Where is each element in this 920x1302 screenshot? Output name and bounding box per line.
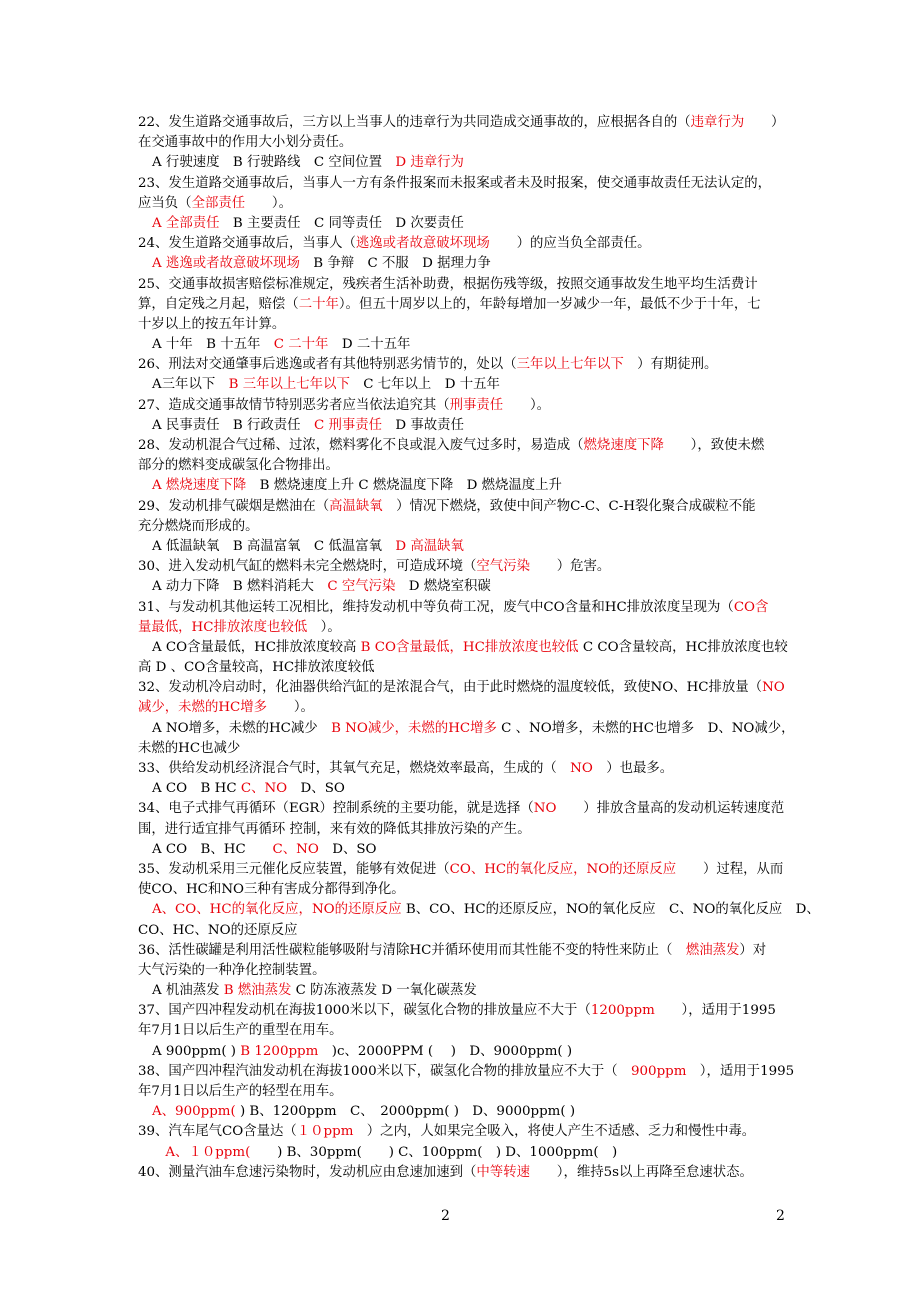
answer-text: 违章行为 xyxy=(690,115,745,130)
question-text: ) B、30ppm( ) C、100ppm( ) D、1000ppm( ) xyxy=(250,1144,618,1160)
text-line xyxy=(138,375,788,395)
question-text: 围，进行适宜排气再循环 控制，来有效的降低其排放污染的产生。 xyxy=(138,821,531,837)
question-text: 37、国产四冲程发动机在海拔1000米以下，碳氢化合物的排放量应不大于（ xyxy=(138,1003,591,1019)
text-line xyxy=(138,436,788,456)
text-line xyxy=(138,1163,788,1183)
question-text: 24、发生道路交通事故后，当事人（ xyxy=(138,236,356,252)
text-line xyxy=(138,900,820,920)
answer-text: 减少，未燃的HC增多 xyxy=(138,700,268,716)
answer-text: 900ppm xyxy=(631,1063,687,1079)
answer-text: B 三年以上七年以下 xyxy=(228,377,350,393)
question-text: A 民事责任 B 行政责任 xyxy=(152,417,314,433)
answer-text: 燃烧速度下降 xyxy=(583,438,664,453)
question-text: C 七年以上 D 十五年 xyxy=(349,377,500,393)
text-line xyxy=(138,194,788,214)
question-text: A 十年 B 十五年 xyxy=(152,337,274,353)
text-line xyxy=(138,577,788,597)
text-line xyxy=(138,941,788,961)
question-text: 年7月1日以后生产的重型在用车。 xyxy=(138,1023,343,1039)
text-line xyxy=(138,1062,795,1082)
text-line xyxy=(138,1001,788,1021)
question-text: ）危害。 xyxy=(529,559,611,575)
answer-text: NO xyxy=(533,801,557,817)
text-line xyxy=(138,315,788,335)
question-text: 部分的燃料变成碳氢化合物排出。 xyxy=(138,458,339,474)
answer-text: D 高温缺氧 xyxy=(395,538,464,554)
question-text: ）过程，从而 xyxy=(676,861,784,877)
answer-text: 高温缺氧 xyxy=(329,498,383,514)
text-line xyxy=(138,254,788,274)
text-line xyxy=(138,880,788,900)
question-text: 36、活性碳罐是利用活性碳粒能够吸附与清除HC并循环使用而其性能不变的特性来防止（ xyxy=(138,942,686,958)
text-line xyxy=(138,638,788,658)
answer-text: C 二十年 xyxy=(273,337,329,353)
question-text: 39、汽车尾气CO含量达（ xyxy=(138,1124,297,1140)
text-line xyxy=(138,921,788,941)
text-line xyxy=(138,335,788,355)
text-line xyxy=(138,618,788,638)
question-text: 34、电子式排气再循环（EGR）控制系统的主要功能，就是选择（ xyxy=(138,801,534,817)
question-text: D、SO xyxy=(318,841,377,857)
text-line xyxy=(138,658,788,678)
question-text: 未燃的HC也减少 xyxy=(138,740,241,756)
answer-text: A、１０ppm( xyxy=(152,1144,251,1160)
text-line xyxy=(138,698,788,718)
answer-text: A 逃逸或者故意破坏现场 xyxy=(152,256,300,272)
answer-text: 1200ppm xyxy=(590,1003,655,1019)
page-number-right: 2 xyxy=(776,1208,785,1224)
document-body xyxy=(138,113,820,1183)
text-line xyxy=(138,355,788,375)
question-text: ），维持5s以上再降至怠速状态。 xyxy=(529,1164,753,1180)
answer-text: NO xyxy=(570,761,593,776)
text-line xyxy=(138,799,788,819)
question-text: C 、NO增多，未燃的HC也增多 D、NO减少， xyxy=(496,720,795,736)
question-text: A 行驶速度 B 行驶路线 C 空间位置 xyxy=(152,155,396,171)
question-text: 算，自定残之月起，赔偿（ xyxy=(138,296,299,312)
question-text: ）。 xyxy=(503,397,551,413)
question-text: ）。 xyxy=(307,619,341,635)
question-text: C 防冻液蒸发 D 一氧化碳蒸发 xyxy=(291,983,477,999)
question-text: 31、与发动机其他运转工况相比，维持发动机中等负荷工况，废气中CO含量和HC排放浓度呈现为（ xyxy=(138,599,734,615)
answer-text: C 刑事责任 xyxy=(313,417,383,433)
answer-text: C、NO xyxy=(272,841,319,857)
question-text: ）。但五十周岁以上的，年龄每增加一岁减少一年，最低不少于十年，七 xyxy=(338,296,761,312)
question-text: 29、发动机排气碳烟是燃油在（ xyxy=(138,498,330,514)
question-text: A NO增多，未燃的HC减少 xyxy=(152,720,332,736)
text-line xyxy=(138,214,788,234)
answer-text: 逃逸或者故意破坏现场 xyxy=(355,236,490,252)
question-text: ），适用于1995 xyxy=(654,1003,776,1019)
question-text: ），适用于1995 xyxy=(686,1063,795,1079)
question-text: ），致使未燃 xyxy=(663,438,765,453)
question-text: A 动力下降 B 燃料消耗大 xyxy=(152,579,328,595)
question-text: 充分燃烧而形成的。 xyxy=(138,518,259,534)
question-text: A三年以下 xyxy=(152,377,229,393)
text-line xyxy=(138,981,788,1001)
question-text: 38、国产四冲程汽油发动机在海拔1000米以下，碳氢化合物的排放量应不大于（ xyxy=(138,1063,632,1079)
question-text: B 争辩 C 不服 D 据理力争 xyxy=(299,256,491,272)
question-text: D、SO xyxy=(287,781,345,797)
answer-text: 空气污染 xyxy=(476,559,530,575)
question-text: ）情况下燃烧，致使中间产物C-C、C-H裂化聚合成碳粒不能 xyxy=(382,498,756,514)
text-line xyxy=(138,598,788,618)
text-line xyxy=(138,396,788,416)
answer-text: B CO含量最低，HC排放浓度也较低 xyxy=(360,639,579,655)
text-line xyxy=(138,476,788,496)
text-line xyxy=(138,1143,788,1163)
question-text: A CO含量最低，HC排放浓度较高 xyxy=(152,639,361,655)
question-text: 十岁以上的按五年计算。 xyxy=(138,316,286,332)
question-text: D 燃烧室积碳 xyxy=(395,579,491,595)
question-text: ）。 xyxy=(245,195,292,211)
text-line xyxy=(138,820,788,840)
question-text: ）有期徒刑。 xyxy=(623,357,718,373)
answer-text: 量最低，HC排放浓度也较低 xyxy=(138,619,308,635)
question-text: C CO含量较高，HC排放浓度也较 xyxy=(578,639,788,655)
question-text: B 燃烧速度上升 C 燃烧温度下降 D 燃烧温度上升 xyxy=(246,478,562,494)
answer-text: 全部责任 xyxy=(191,195,246,211)
answer-text: B NO减少，未燃的HC增多 xyxy=(331,720,497,736)
question-text: 35、发动机采用三元催化反应装置，能够有效促进（ xyxy=(138,861,450,877)
question-text: ） xyxy=(744,115,785,130)
text-line xyxy=(138,840,788,860)
page-number-center: 2 xyxy=(441,1208,450,1224)
text-line xyxy=(138,537,788,557)
question-text: 30、进入发动机气缸的燃料未完全燃烧时，可造成环境（ xyxy=(138,559,477,575)
answer-text: 中等转速 xyxy=(476,1164,530,1180)
question-text: A CO B HC xyxy=(152,781,241,797)
answer-text: B 1200ppm xyxy=(240,1043,319,1059)
question-text: 33、供给发动机经济混合气时，其氧气充足，燃烧效率最高，生成的（ xyxy=(138,761,571,776)
question-text: )c、2000PPM ( ) D、9000ppm( ) xyxy=(318,1043,573,1059)
answer-text: A 全部责任 xyxy=(152,215,220,231)
answer-text: C、NO xyxy=(240,781,288,797)
text-line xyxy=(138,1021,788,1041)
text-line xyxy=(138,416,788,436)
question-text: CO、HC、NO的还原反应 xyxy=(138,922,298,938)
question-text: ）也最多。 xyxy=(592,761,674,776)
text-line xyxy=(138,739,788,759)
question-text: ) B、1200ppm C、 2000ppm( ) D、9000ppm( ) xyxy=(235,1104,576,1120)
answer-text: NO xyxy=(762,680,785,696)
answer-text: D 违章行为 xyxy=(395,155,464,171)
question-text: 应当负（ xyxy=(138,195,192,211)
text-line xyxy=(138,497,788,517)
text-line xyxy=(138,113,788,133)
text-line xyxy=(138,456,788,476)
question-text: A CO B、HC xyxy=(152,841,273,857)
text-line xyxy=(138,759,788,779)
text-line xyxy=(138,295,788,315)
answer-text: A、CO、HC的氧化反应，NO的还原反应 xyxy=(152,902,402,918)
text-line xyxy=(138,779,788,799)
question-text: 23、发生道路交通事故后，当事人一方有条件报案而未报案或者未及时报案，使交通事故责任无法认定的， xyxy=(138,175,772,191)
text-line xyxy=(138,1102,788,1122)
question-text: 27、造成交通事故情节特别恶劣者应当依法追究其（ xyxy=(138,397,450,413)
question-text: 25、交通事故损害赔偿标准规定，残疾者生活补助费，根据伤残等级，按照交通事故发生地平均生活费计 xyxy=(138,276,758,292)
text-line xyxy=(138,153,788,173)
text-line xyxy=(138,1082,788,1102)
question-text: 高 D 、CO含量较高，HC排放浓度较低 xyxy=(138,660,375,676)
question-text: 大气污染的一种净化控制装置。 xyxy=(138,962,326,978)
text-line xyxy=(138,678,788,698)
question-text: 使CO、HC和NO三种有害成分都得到净化。 xyxy=(138,882,405,898)
text-line xyxy=(138,517,788,537)
question-text: B 主要责任 C 同等责任 D 次要责任 xyxy=(219,215,464,231)
question-text: 28、发动机混合气过稀、过浓，燃料雾化不良或混入废气过多时，易造成（ xyxy=(138,438,584,453)
question-text: D 二十五年 xyxy=(328,337,411,353)
answer-text: A、900ppm( xyxy=(152,1104,236,1120)
question-text: ）排放含量高的发动机运转速度范 xyxy=(556,801,785,817)
question-text: ）的应当负全部责任。 xyxy=(489,236,651,252)
question-text: 26、刑法对交通肇事后逃逸或者有其他特别恶劣情节的，处以（ xyxy=(138,357,517,373)
question-text: 40、测量汽油车怠速污染物时，发动机应由怠速加速到（ xyxy=(138,1164,477,1180)
question-text: ）对 xyxy=(739,942,767,958)
answer-text: CO含 xyxy=(733,599,769,615)
question-text: 年7月1日以后生产的轻型在用车。 xyxy=(138,1084,343,1099)
question-text: 在交通事故中的作用大小划分责任。 xyxy=(138,135,353,151)
text-line xyxy=(138,174,788,194)
text-line xyxy=(138,961,788,981)
answer-text: 二十年 xyxy=(298,296,339,312)
question-text: ）。 xyxy=(267,700,314,716)
question-text: D 事故责任 xyxy=(382,417,464,433)
answer-text: C 空气污染 xyxy=(327,579,396,595)
answer-text: 三年以上七年以下 xyxy=(516,357,624,373)
answer-text: A 燃烧速度下降 xyxy=(152,478,247,494)
answer-text: 刑事责任 xyxy=(449,397,504,413)
text-line xyxy=(138,557,788,577)
question-text: B、CO、HC的还原反应，NO的氧化反应 C、NO的氧化反应 D、 xyxy=(401,902,820,918)
text-line xyxy=(138,860,788,880)
question-text: A 低温缺氧 B 高温富氧 C 低温富氧 xyxy=(152,538,396,554)
question-text: A 900ppm( ) xyxy=(152,1043,241,1059)
text-line xyxy=(138,719,795,739)
question-text: 32、发动机冷启动时，化油器供给汽缸的是浓混合气，由于此时燃烧的温度较低，致使NO、HC排放量（ xyxy=(138,680,763,696)
answer-text: B 燃油蒸发 xyxy=(223,983,292,999)
text-line xyxy=(138,275,788,295)
question-text: A 机油蒸发 xyxy=(152,983,224,999)
text-line xyxy=(138,234,788,254)
question-text: 22、发生道路交通事故后，三方以上当事人的违章行为共同造成交通事故的，应根据各自的（ xyxy=(138,115,691,130)
question-text: ）之内，人如果完全吸入，将使人产生不适感、乏力和慢性中毒。 xyxy=(353,1124,756,1140)
text-line xyxy=(138,1042,788,1062)
text-line xyxy=(138,133,788,153)
answer-text: １０ppm xyxy=(296,1124,354,1140)
answer-text: 燃油蒸发 xyxy=(685,942,740,958)
text-line xyxy=(138,1122,788,1142)
answer-text: CO、HC的氧化反应，NO的还原反应 xyxy=(449,861,677,877)
